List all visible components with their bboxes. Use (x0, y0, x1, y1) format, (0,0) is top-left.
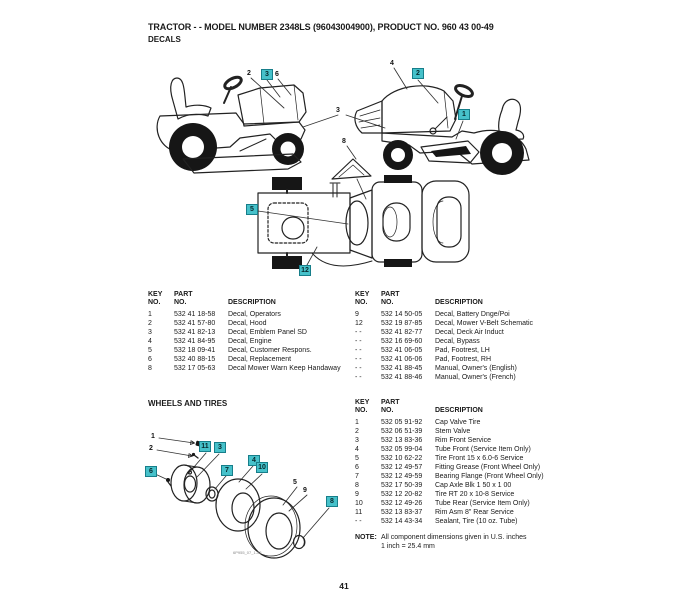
key-header-2: NO. (148, 298, 161, 306)
key-cell: 11 (355, 509, 363, 516)
key-cell: 1 (355, 419, 359, 426)
page-title: TRACTOR - - MODEL NUMBER 2348LS (96043004900), PRODUCT NO. 960 43 00-49 (148, 22, 494, 32)
key-cell: 1 (148, 311, 152, 318)
desc-cell: Decal, Replacement (228, 356, 292, 363)
part-cell: 532 12 20-82 (381, 491, 423, 498)
key-cell: - - (355, 329, 362, 336)
part-cell: 532 41 88-46 (381, 374, 423, 381)
key-cell: - - (355, 518, 362, 525)
callout-wheel-10-highlight: 10 (256, 462, 268, 473)
desc-cell: Stem Valve (435, 428, 471, 435)
key-cell: 2 (148, 320, 152, 327)
callout-left-6: 6 (275, 71, 279, 78)
decals-table-right (355, 291, 533, 382)
desc-cell: Pad, Footrest, LH (435, 347, 490, 354)
table-header (355, 291, 533, 306)
part-cell: 532 41 18-58 (174, 311, 216, 318)
key-cell: 6 (148, 356, 152, 363)
note-line-2: 1 inch = 25.4 mm (381, 543, 435, 550)
decals-table-left (148, 291, 341, 373)
part-header-2: NO. (381, 298, 394, 306)
desc-cell: Cap Valve Tire (435, 419, 481, 426)
callout-wheel-3-highlight: 3 (214, 442, 226, 453)
part-cell: 532 14 43-34 (381, 518, 423, 525)
desc-cell: Decal, Battery Dnge/Poi (435, 311, 510, 318)
callout-wheel-8-highlight: 8 (326, 496, 338, 507)
part-header: PART (381, 399, 400, 406)
spacer (435, 399, 544, 407)
section-title-decals: DECALS (148, 35, 181, 44)
callout-wheel-2: 2 (149, 445, 153, 452)
top-view-illustration (258, 159, 469, 269)
callout-right-4: 4 (390, 60, 394, 67)
description-header: DESCRIPTION (435, 406, 483, 414)
key-cell: - - (355, 374, 362, 381)
callout-topview-12-highlight: 12 (299, 265, 311, 276)
part-cell: 532 14 50-05 (381, 311, 423, 318)
key-cell: 3 (148, 329, 152, 336)
part-cell: 532 13 83-36 (381, 437, 423, 444)
part-cell: 532 41 82-13 (174, 329, 216, 336)
desc-cell: Manual, Owner's (French) (435, 374, 516, 381)
key-cell: - - (355, 356, 362, 363)
key-cell: 7 (355, 473, 359, 480)
callout-wheel-5: 5 (293, 479, 297, 486)
desc-cell: Decal, Bypass (435, 338, 480, 345)
desc-cell: Decal, Customer Respons. (228, 347, 312, 354)
desc-cell: Decal, Hood (228, 320, 267, 327)
callout-topview-5-highlight: 5 (246, 204, 258, 215)
key-cell: - - (355, 365, 362, 372)
part-cell: 532 41 88-45 (381, 365, 423, 372)
part-cell: 532 12 49-26 (381, 500, 423, 507)
part-cell: 532 40 88-15 (174, 356, 216, 363)
key-header: KEY (355, 399, 370, 406)
desc-cell: Decal, Mower V-Belt Schematic (435, 320, 534, 327)
page-number: 41 (339, 581, 349, 591)
callout-right-1-highlight: 1 (458, 109, 470, 120)
part-cell: 532 17 05-63 (174, 365, 216, 372)
description-header: DESCRIPTION (228, 298, 276, 306)
desc-cell: Decal, Engine (228, 338, 272, 345)
desc-cell: Manual, Owner's (English) (435, 365, 517, 372)
desc-cell: Decal, Operators (228, 311, 281, 318)
desc-cell: Sealant, Tire (10 oz. Tube) (435, 518, 518, 525)
description-header: DESCRIPTION (435, 298, 483, 306)
key-cell: 3 (355, 437, 359, 444)
table-header (355, 399, 544, 414)
key-cell: 8 (355, 482, 359, 489)
callout-wheel-7-highlight: 7 (221, 465, 233, 476)
illustration-code: 6P955_07_1-52 (233, 550, 262, 555)
part-cell: 532 16 69-60 (381, 338, 423, 345)
part-cell: 532 18 09-41 (174, 347, 216, 354)
desc-cell: Cap Axle Blk 1 50 x 1 00 (435, 482, 512, 489)
part-cell: 532 41 06-05 (381, 347, 423, 354)
desc-cell: Tire RT 20 x 10-8 Service (435, 491, 515, 498)
dimension-note (355, 533, 527, 551)
callout-left-2: 2 (247, 70, 251, 77)
desc-cell: Fitting Grease (Front Wheel Only) (435, 464, 541, 471)
center-callout-leaders (303, 115, 385, 159)
desc-cell: Rim Front Service (435, 437, 492, 444)
key-cell: 12 (355, 320, 363, 327)
part-cell: 532 41 82-77 (381, 329, 423, 336)
part-cell: 532 12 49-57 (381, 464, 423, 471)
key-header-2: NO. (355, 406, 368, 414)
desc-cell: Tube Front (Service Item Only) (435, 446, 531, 453)
callout-left-3-highlight: 3 (261, 69, 273, 80)
part-cell: 532 10 62-22 (381, 455, 423, 462)
desc-cell: Decal Mower Warn Keep Handaway (228, 365, 341, 372)
key-cell: 9 (355, 311, 359, 318)
part-cell: 532 41 84-95 (174, 338, 216, 345)
spacer (435, 291, 533, 299)
key-cell: 4 (355, 446, 359, 453)
wheels-illustration (153, 438, 329, 558)
key-cell: 2 (355, 428, 359, 435)
part-cell: 532 19 87-85 (381, 320, 423, 327)
part-header: PART (381, 291, 400, 298)
part-header: PART (174, 291, 193, 298)
note-label: NOTE: (355, 534, 377, 541)
callout-wheel-9: 9 (303, 487, 307, 494)
callout-wheel-6-highlight: 6 (145, 466, 157, 477)
desc-cell: Bearing Flange (Front Wheel Only) (435, 473, 544, 480)
part-cell: 532 41 57-80 (174, 320, 216, 327)
callout-center-3: 3 (336, 107, 340, 114)
callout-wheel-11-highlight: 11 (199, 441, 211, 452)
desc-cell: Pad, Footrest, RH (435, 356, 492, 363)
part-header-2: NO. (381, 406, 394, 414)
part-header-2: NO. (174, 298, 187, 306)
desc-cell: Tube Rear (Service Item Only) (435, 500, 530, 507)
callout-center-8: 8 (342, 138, 346, 145)
key-cell: 4 (148, 338, 152, 345)
callout-wheel-4-highlight: 4 (248, 455, 260, 466)
key-header: KEY (355, 291, 370, 298)
key-cell: 5 (148, 347, 152, 354)
part-cell: 532 13 83-37 (381, 509, 423, 516)
key-cell: 10 (355, 500, 363, 507)
key-cell: 8 (148, 365, 152, 372)
desc-cell: Tire Front 15 x 6.0-6 Service (435, 455, 524, 462)
wheels-table (355, 399, 544, 526)
note-text (381, 533, 527, 551)
table-header (148, 291, 341, 306)
key-cell: 9 (355, 491, 359, 498)
key-header-2: NO. (355, 298, 368, 306)
key-cell: - - (355, 338, 362, 345)
part-cell: 532 05 99-04 (381, 446, 423, 453)
right-tractor-illustration (355, 68, 529, 175)
key-header: KEY (148, 291, 163, 298)
key-cell: - - (355, 347, 362, 354)
key-cell: 6 (355, 464, 359, 471)
note-line-1: All component dimensions given in U.S. inches (381, 534, 527, 541)
section-title-wheels: WHEELS AND TIRES (148, 399, 228, 408)
desc-cell: Decal, Deck Air Induct (435, 329, 504, 336)
part-cell: 532 06 51-39 (381, 428, 423, 435)
part-cell: 532 17 50-39 (381, 482, 423, 489)
desc-cell: Rim Asm 8" Rear Service (435, 509, 514, 516)
part-cell: 532 05 91-92 (381, 419, 423, 426)
part-cell: 532 41 06-06 (381, 356, 423, 363)
desc-cell: Decal, Emblem Panel SD (228, 329, 307, 336)
spacer (228, 291, 341, 299)
left-tractor-illustration (157, 75, 306, 173)
callout-wheel-1: 1 (151, 433, 155, 440)
key-cell: 5 (355, 455, 359, 462)
part-cell: 532 12 49-59 (381, 473, 423, 480)
callout-right-2-highlight: 2 (412, 68, 424, 79)
